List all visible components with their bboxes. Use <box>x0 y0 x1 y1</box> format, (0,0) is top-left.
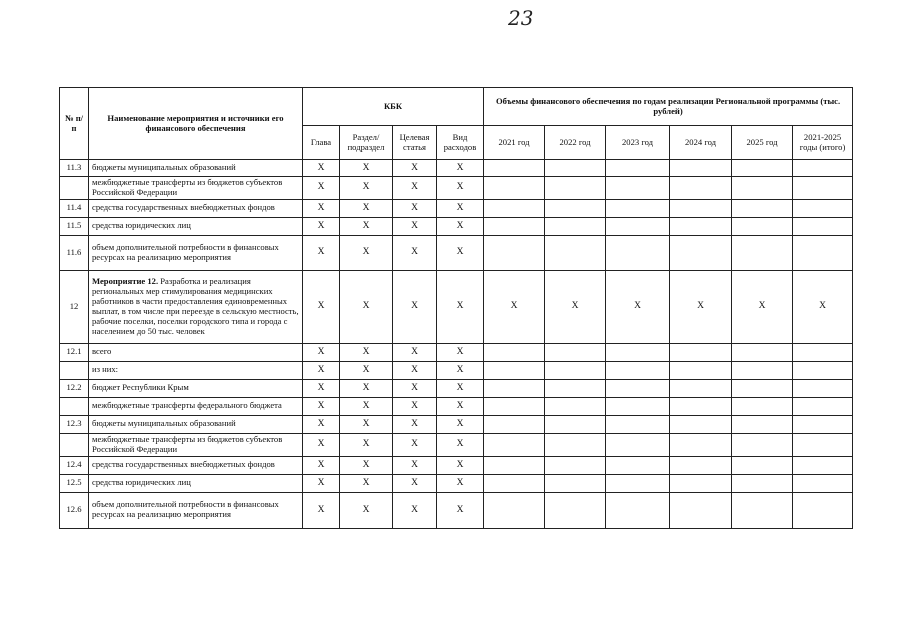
kbk-cell: X <box>393 160 437 177</box>
kbk-cell: X <box>340 160 393 177</box>
year-cell <box>793 217 853 235</box>
year-cell <box>484 492 545 528</box>
kbk-cell: X <box>340 492 393 528</box>
year-cell <box>732 160 793 177</box>
year-cell <box>793 433 853 456</box>
year-cell <box>545 433 606 456</box>
year-cell <box>484 379 545 397</box>
row-number: 12.2 <box>60 379 89 397</box>
row-number <box>60 433 89 456</box>
year-cell <box>732 492 793 528</box>
kbk-cell: X <box>393 235 437 270</box>
row-name: межбюджетные трансферты из бюджетов субъектов Российской Федерации <box>89 433 303 456</box>
row-name: межбюджетные трансферты федерального бюджета <box>89 397 303 415</box>
row-name: бюджеты муниципальных образований <box>89 415 303 433</box>
year-cell <box>545 492 606 528</box>
year-cell <box>484 361 545 379</box>
row-number <box>60 397 89 415</box>
header-kbk-col: Раздел/ подраздел <box>340 126 393 160</box>
year-cell <box>732 474 793 492</box>
row-name: бюджет Республики Крым <box>89 379 303 397</box>
row-name: всего <box>89 343 303 361</box>
year-cell <box>793 379 853 397</box>
year-cell <box>545 379 606 397</box>
year-cell <box>484 199 545 217</box>
year-cell <box>670 177 732 200</box>
kbk-cell: X <box>340 217 393 235</box>
year-cell <box>670 397 732 415</box>
kbk-cell: X <box>303 217 340 235</box>
year-cell <box>606 379 670 397</box>
year-cell <box>484 397 545 415</box>
kbk-cell: X <box>437 199 484 217</box>
kbk-cell: X <box>340 361 393 379</box>
row-name: межбюджетные трансферты из бюджетов субъектов Российской Федерации <box>89 177 303 200</box>
row-name: средства юридических лиц <box>89 217 303 235</box>
kbk-cell: X <box>437 433 484 456</box>
year-cell <box>545 474 606 492</box>
kbk-cell: X <box>393 217 437 235</box>
year-cell <box>732 415 793 433</box>
kbk-cell: X <box>303 177 340 200</box>
kbk-cell: X <box>303 456 340 474</box>
header-kbk-col: Вид расходов <box>437 126 484 160</box>
table-row <box>60 379 853 397</box>
year-cell <box>606 235 670 270</box>
header-kbk-col: Целевая статья <box>393 126 437 160</box>
row-number: 12.6 <box>60 492 89 528</box>
row-name: объем дополнительной потребности в финансовых ресурсах на реализацию мероприятия <box>89 492 303 528</box>
table-row <box>60 217 853 235</box>
row-name <box>89 270 303 343</box>
year-cell <box>606 456 670 474</box>
year-cell <box>545 456 606 474</box>
kbk-cell: X <box>437 217 484 235</box>
year-cell <box>732 379 793 397</box>
year-cell <box>606 474 670 492</box>
kbk-cell: X <box>437 235 484 270</box>
year-cell <box>793 361 853 379</box>
year-cell <box>670 492 732 528</box>
year-cell <box>606 177 670 200</box>
kbk-cell: X <box>340 235 393 270</box>
year-cell <box>670 343 732 361</box>
row-name: средства государственных внебюджетных фондов <box>89 199 303 217</box>
table-row <box>60 415 853 433</box>
kbk-cell: X <box>340 199 393 217</box>
year-cell: X <box>484 270 545 343</box>
kbk-cell: X <box>437 177 484 200</box>
year-cell <box>545 199 606 217</box>
year-cell <box>670 217 732 235</box>
kbk-cell: X <box>393 397 437 415</box>
year-cell <box>606 361 670 379</box>
kbk-cell: X <box>340 433 393 456</box>
kbk-cell: X <box>393 474 437 492</box>
year-cell <box>793 492 853 528</box>
row-number: 11.3 <box>60 160 89 177</box>
header-year-col: 2021-2025 годы (итого) <box>793 126 853 160</box>
year-cell <box>606 217 670 235</box>
kbk-cell: X <box>340 474 393 492</box>
kbk-cell: X <box>340 415 393 433</box>
year-cell <box>732 217 793 235</box>
kbk-cell: X <box>393 415 437 433</box>
table-body <box>60 160 853 529</box>
year-cell <box>670 456 732 474</box>
year-cell <box>484 415 545 433</box>
kbk-cell: X <box>437 456 484 474</box>
year-cell: X <box>732 270 793 343</box>
year-cell <box>484 456 545 474</box>
row-number: 12 <box>60 270 89 343</box>
header-year-col: 2025 год <box>732 126 793 160</box>
kbk-cell: X <box>340 397 393 415</box>
kbk-cell: X <box>303 415 340 433</box>
kbk-cell: X <box>303 433 340 456</box>
year-cell <box>670 199 732 217</box>
page-number: 23 <box>508 6 534 30</box>
kbk-cell: X <box>303 235 340 270</box>
header-name: Наименование мероприятия и источники его финансового обеспечения <box>89 88 303 160</box>
kbk-cell: X <box>437 492 484 528</box>
kbk-cell: X <box>437 270 484 343</box>
year-cell <box>606 343 670 361</box>
row-name: из них: <box>89 361 303 379</box>
row-name: объем дополнительной потребности в финансовых ресурсах на реализацию мероприятия <box>89 235 303 270</box>
row-number: 11.6 <box>60 235 89 270</box>
year-cell <box>793 177 853 200</box>
year-cell <box>545 177 606 200</box>
year-cell <box>793 415 853 433</box>
kbk-cell: X <box>393 492 437 528</box>
year-cell: X <box>793 270 853 343</box>
table-row <box>60 235 853 270</box>
table-row <box>60 433 853 456</box>
table-row <box>60 160 853 177</box>
year-cell <box>732 456 793 474</box>
kbk-cell: X <box>437 361 484 379</box>
kbk-cell: X <box>340 177 393 200</box>
table-row <box>60 177 853 200</box>
year-cell <box>732 235 793 270</box>
row-number: 12.1 <box>60 343 89 361</box>
year-cell <box>545 235 606 270</box>
kbk-cell: X <box>393 456 437 474</box>
header-year-col: 2022 год <box>545 126 606 160</box>
budget-table <box>59 87 853 529</box>
kbk-cell: X <box>303 379 340 397</box>
kbk-cell: X <box>393 343 437 361</box>
year-cell <box>793 456 853 474</box>
year-cell <box>606 397 670 415</box>
table-header <box>60 88 853 160</box>
row-name: бюджеты муниципальных образований <box>89 160 303 177</box>
table-row <box>60 474 853 492</box>
kbk-cell: X <box>303 343 340 361</box>
year-cell <box>670 361 732 379</box>
table-row <box>60 361 853 379</box>
year-cell <box>545 343 606 361</box>
kbk-cell: X <box>340 270 393 343</box>
kbk-cell: X <box>437 397 484 415</box>
year-cell <box>484 160 545 177</box>
row-number: 12.5 <box>60 474 89 492</box>
year-cell <box>606 433 670 456</box>
header-kbk-col: Глава <box>303 126 340 160</box>
kbk-cell: X <box>303 397 340 415</box>
table-row <box>60 397 853 415</box>
kbk-cell: X <box>437 474 484 492</box>
year-cell <box>545 217 606 235</box>
year-cell <box>484 235 545 270</box>
table-row <box>60 199 853 217</box>
kbk-cell: X <box>340 456 393 474</box>
kbk-cell: X <box>437 379 484 397</box>
year-cell <box>793 199 853 217</box>
kbk-cell: X <box>303 492 340 528</box>
year-cell <box>670 433 732 456</box>
row-number: 12.4 <box>60 456 89 474</box>
year-cell <box>793 474 853 492</box>
kbk-cell: X <box>303 474 340 492</box>
row-number <box>60 177 89 200</box>
table-row <box>60 456 853 474</box>
row-name: средства юридических лиц <box>89 474 303 492</box>
year-cell <box>606 160 670 177</box>
kbk-cell: X <box>340 343 393 361</box>
year-cell <box>732 177 793 200</box>
year-cell <box>670 235 732 270</box>
year-cell <box>606 199 670 217</box>
kbk-cell: X <box>303 199 340 217</box>
row-number: 11.4 <box>60 199 89 217</box>
year-cell <box>670 160 732 177</box>
row-number: 12.3 <box>60 415 89 433</box>
header-volumes: Объемы финансового обеспечения по годам реализации Региональной программы (тыс. рублей) <box>484 88 853 126</box>
kbk-cell: X <box>437 343 484 361</box>
row-name-bold: Мероприятие 12. <box>92 276 159 287</box>
year-cell <box>484 474 545 492</box>
row-number <box>60 361 89 379</box>
kbk-cell: X <box>437 160 484 177</box>
kbk-cell: X <box>393 361 437 379</box>
year-cell <box>732 343 793 361</box>
year-cell: X <box>606 270 670 343</box>
year-cell <box>793 235 853 270</box>
year-cell: X <box>545 270 606 343</box>
header-num: № п/п <box>60 88 89 160</box>
kbk-cell: X <box>393 379 437 397</box>
year-cell <box>545 361 606 379</box>
year-cell <box>732 397 793 415</box>
kbk-cell: X <box>437 415 484 433</box>
year-cell: X <box>670 270 732 343</box>
year-cell <box>793 160 853 177</box>
kbk-cell: X <box>303 270 340 343</box>
kbk-cell: X <box>303 160 340 177</box>
year-cell <box>545 397 606 415</box>
kbk-cell: X <box>303 361 340 379</box>
year-cell <box>732 433 793 456</box>
year-cell <box>732 361 793 379</box>
year-cell <box>545 415 606 433</box>
header-year-col: 2024 год <box>670 126 732 160</box>
row-name: средства государственных внебюджетных фондов <box>89 456 303 474</box>
header-year-col: 2021 год <box>484 126 545 160</box>
year-cell <box>606 415 670 433</box>
table-row <box>60 492 853 528</box>
year-cell <box>484 217 545 235</box>
table-row <box>60 270 853 343</box>
table-row <box>60 343 853 361</box>
year-cell <box>670 415 732 433</box>
year-cell <box>606 492 670 528</box>
year-cell <box>670 379 732 397</box>
row-number: 11.5 <box>60 217 89 235</box>
year-cell <box>732 199 793 217</box>
year-cell <box>793 343 853 361</box>
year-cell <box>545 160 606 177</box>
year-cell <box>793 397 853 415</box>
header-year-col: 2023 год <box>606 126 670 160</box>
header-kbk: КБК <box>303 88 484 126</box>
year-cell <box>484 177 545 200</box>
row-name-text: Разработка и реализация региональных мер стимулирования медицинских работников в части предоставления единовременных выплат, в том числе при переезде в сельскую местность, рабочие поселки, поселки городского типа и города с населением до 50 тыс. человек <box>92 276 299 336</box>
year-cell <box>670 474 732 492</box>
kbk-cell: X <box>393 433 437 456</box>
year-cell <box>484 343 545 361</box>
kbk-cell: X <box>393 177 437 200</box>
kbk-cell: X <box>393 270 437 343</box>
kbk-cell: X <box>340 379 393 397</box>
kbk-cell: X <box>393 199 437 217</box>
year-cell <box>484 433 545 456</box>
